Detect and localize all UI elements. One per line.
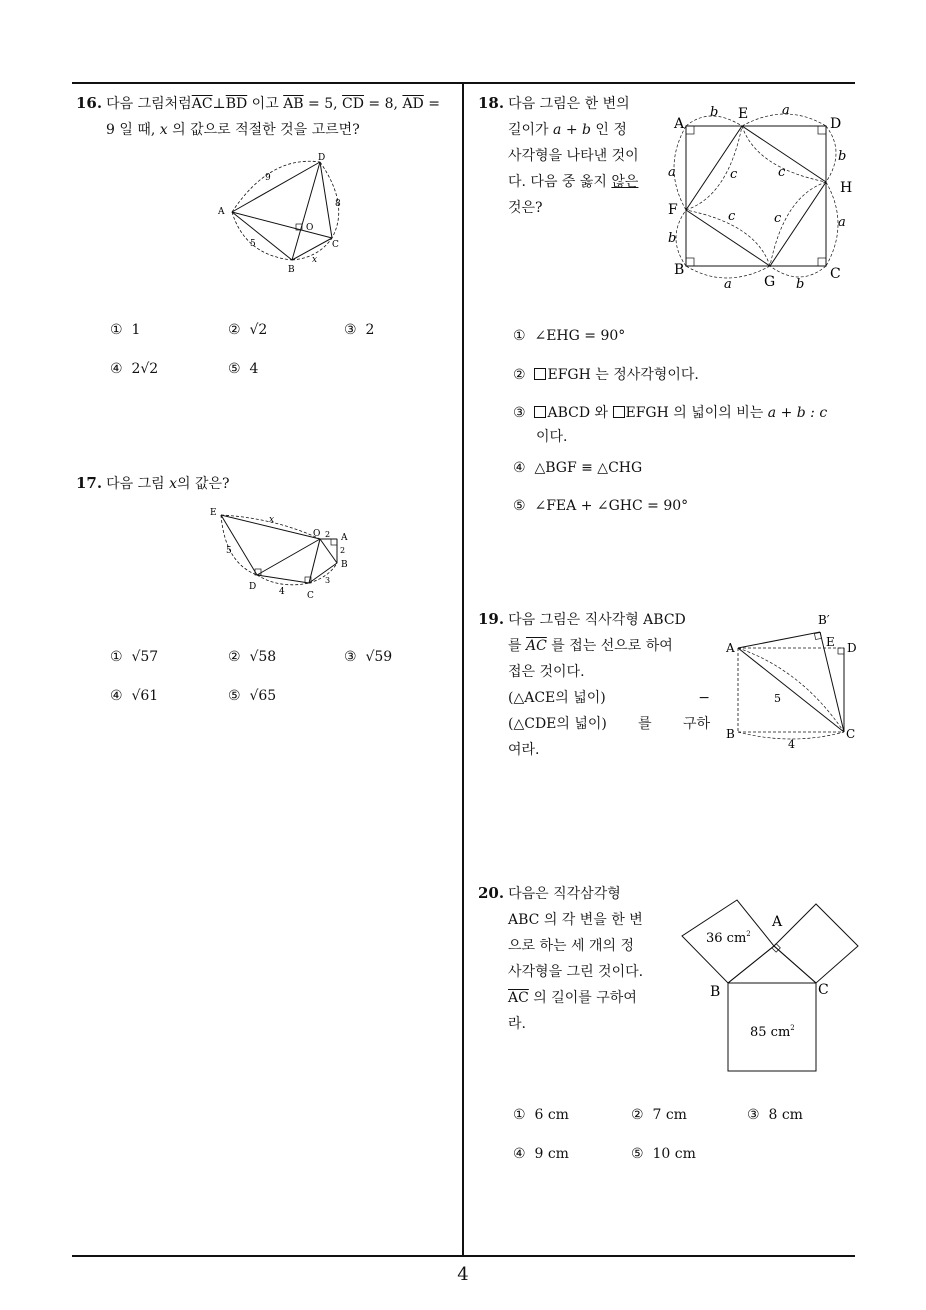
q16-label-5: 5	[250, 239, 256, 249]
q17-choice-5[interactable]: ⑤ √65	[228, 688, 277, 704]
q20-choice-3[interactable]: ③ 8 cm	[747, 1107, 803, 1123]
q16-choice-1[interactable]: ① 1	[110, 322, 141, 338]
q19-text: 19. 다음 그림은 직사각형 ABCD 를 $\overline{AC}$ 를 접는 선으로 하여 접은 것이다. (△ACE의 넓이) − (△CDE의 넓이) 를 구하 여라.	[478, 610, 710, 758]
q20-label-A: A	[772, 914, 783, 930]
page-number: 4	[457, 1264, 469, 1285]
svg-text:b: b	[668, 231, 677, 246]
svg-text:a: a	[838, 215, 846, 230]
bottom-rule	[72, 1255, 855, 1257]
q19-label-E: E	[826, 635, 835, 649]
q18-text: 18. 다음 그림은 한 변의 길이가 a + b 인 정 사각형을 나타낸 것이 다. 다음 중 옳지 않은 것은?	[478, 94, 639, 216]
q16-figure	[210, 150, 360, 280]
svg-text:b: b	[796, 277, 805, 292]
svg-text:c: c	[728, 209, 736, 224]
q17-label-x: x	[269, 515, 275, 525]
q17-label-4: 4	[279, 587, 285, 597]
q16-label-8: 8	[335, 199, 341, 209]
q17-choice-4[interactable]: ④ √61	[110, 688, 159, 704]
q18-figure	[664, 98, 854, 298]
q16-label-C: C	[332, 240, 339, 250]
q18-label-F: F	[668, 202, 678, 218]
q18-statement-4[interactable]: ④ △BGF ≡ △CHG	[513, 460, 643, 476]
q17-number: 17.	[76, 474, 103, 492]
q16-choice-3[interactable]: ③ 2	[344, 322, 375, 338]
column-divider	[462, 82, 464, 1256]
q17-label-2b: 2	[340, 546, 346, 555]
q17-choice-3[interactable]: ③ √59	[344, 649, 393, 665]
q16-choice-4[interactable]: ④ 2√2	[110, 361, 159, 377]
q20-choice-1[interactable]: ① 6 cm	[513, 1107, 569, 1123]
q19-number: 19.	[478, 610, 505, 628]
q20-text: 20. 다음은 직각삼각형 ABC 의 각 변을 한 변 으로 하는 세 개의 정 사각형을 그린 것이다. $\overline{AC}$ 의 길이를 구하여 라.	[478, 884, 644, 1032]
q20-area-36: 36 $cm^2$	[706, 930, 751, 946]
q16-text: 16. 다음 그림처럼$\overline{AC}\perp\overline{BD}$ 이고 $\overline{AB} = 5$, $\overline{CD} = 8$, $\overline{AD}$ = 9 일 때, x 의 값으로 적절한 것을 고르면?	[76, 94, 440, 138]
q17-label-B: B	[341, 560, 348, 570]
svg-text:c: c	[774, 211, 782, 226]
q19-label-C: C	[846, 727, 856, 741]
q19-label-4: 4	[788, 738, 795, 750]
q18-statement-1[interactable]: ① ∠EHG = 90°	[513, 328, 626, 344]
q17-label-5: 5	[226, 546, 232, 556]
top-rule	[72, 82, 855, 84]
q17-figure	[205, 503, 365, 603]
svg-text:b: b	[838, 149, 847, 164]
svg-text:b: b	[710, 105, 719, 120]
svg-text:a: a	[782, 103, 790, 118]
q16-label-D: D	[318, 153, 326, 163]
q17-label-A: A	[341, 533, 348, 543]
q19-figure	[722, 610, 862, 750]
svg-text:a: a	[724, 277, 732, 292]
q19-label-B: B	[726, 727, 735, 741]
q18-statement-2[interactable]: ② EFGH 는 정사각형이다.	[513, 367, 699, 383]
svg-text:c: c	[778, 165, 786, 180]
q20-figure	[676, 880, 866, 1080]
q18-number: 18.	[478, 94, 505, 112]
svg-text:c: c	[730, 167, 738, 182]
q18-label-H: H	[840, 180, 853, 196]
q17-label-3: 3	[325, 576, 331, 585]
svg-text:a: a	[668, 165, 676, 180]
q18-statement-5[interactable]: ⑤ ∠FEA + ∠GHC = 90°	[513, 498, 689, 514]
q17-label-C: C	[307, 591, 314, 601]
q16-choice-5[interactable]: ⑤ 4	[228, 361, 259, 377]
q20-choice-5[interactable]: ⑤ 10 cm	[631, 1146, 696, 1162]
q20-choice-4[interactable]: ④ 9 cm	[513, 1146, 569, 1162]
q17-label-2a: 2	[325, 530, 331, 539]
q19-label-5: 5	[774, 692, 781, 705]
q17-choice-1[interactable]: ① √57	[110, 649, 159, 665]
q20-label-B: B	[710, 984, 721, 1000]
q16-label-B: B	[288, 265, 295, 275]
q20-label-C: C	[818, 982, 829, 998]
q18-label-B: B	[674, 262, 685, 278]
q18-statement-3[interactable]: ③ ABCD 와 EFGH 의 넓이의 비는 a + b : c 이다.	[513, 405, 828, 445]
q16-label-x: x	[312, 255, 318, 265]
q19-label-A: A	[726, 641, 735, 655]
q17-text: 17. 다음 그림 x의 값은?	[76, 474, 230, 492]
q18-label-A: A	[674, 116, 685, 132]
q18-label-G: G	[764, 274, 776, 290]
q20-number: 20.	[478, 884, 505, 902]
q19-label-Bprime: B′	[818, 613, 830, 627]
q17-label-D: D	[249, 582, 257, 592]
q17-label-O: O	[313, 529, 321, 539]
q16-label-9: 9	[265, 173, 271, 183]
q20-choice-2[interactable]: ② 7 cm	[631, 1107, 687, 1123]
q16-label-O: O	[306, 223, 314, 233]
q18-label-D: D	[830, 116, 842, 132]
q17-choice-2[interactable]: ② √58	[228, 649, 277, 665]
q18-label-C: C	[830, 266, 841, 282]
q17-label-E: E	[210, 508, 217, 518]
q16-label-A: A	[218, 207, 225, 217]
q19-label-D: D	[847, 641, 857, 655]
q20-area-85: 85 $cm^2$	[750, 1024, 795, 1040]
q18-label-E: E	[738, 106, 749, 122]
q16-number: 16.	[76, 94, 103, 112]
q16-choice-2[interactable]: ② √2	[228, 322, 268, 338]
